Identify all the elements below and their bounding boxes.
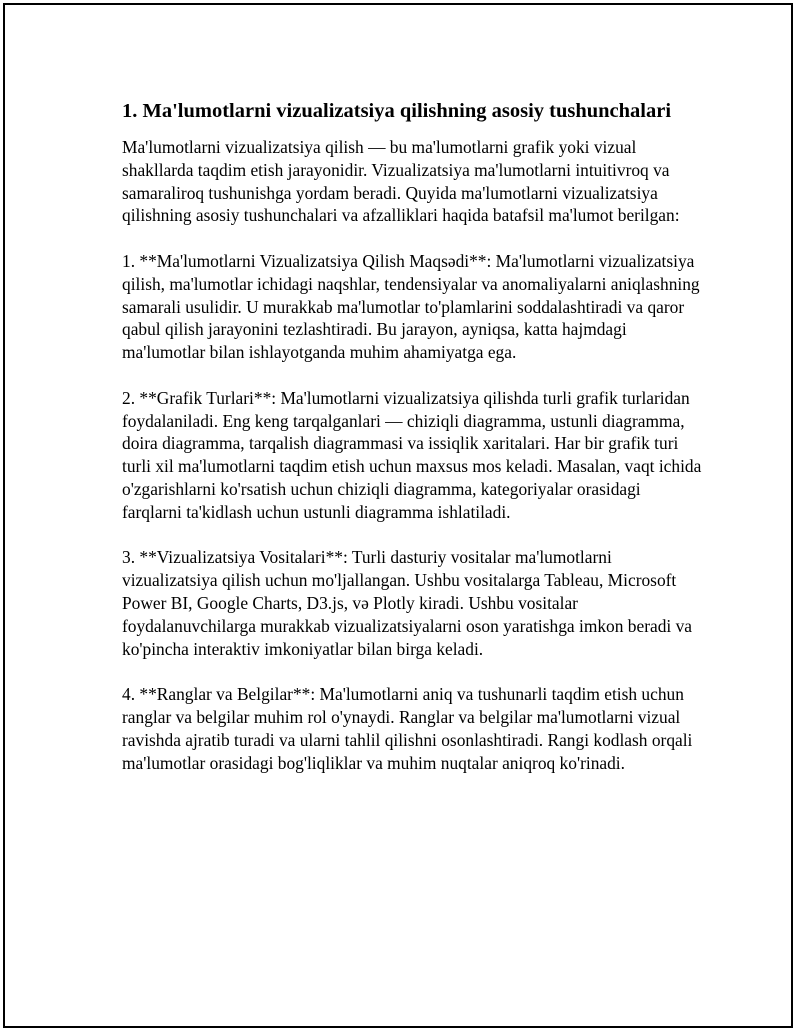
paragraph-purpose: 1. **Ma'lumotlarni Vizualizatsiya Qilish Maqsədi**: Ma'lumotlarni vizualizatsiya qilish, ma'lumotlar ichidagi naqshlar, tendensiyalar va anomaliyalarni aniqlashning samarali usulidir. U murakkab ma'lumotlar to'plamlarini soddalashtiradi va qaror qabul qilish jarayonini tezlashtiradi. Bu jarayon, ayniqsa, katta hajmdagi ma'lumotlar bilan ishlayotganda muhim ahamiyatga ega. xyxy=(122,250,700,363)
document-body xyxy=(122,97,702,797)
paragraph-colors-symbols: 4. **Ranglar va Belgilar**: Ma'lumotlarni aniq va tushunarli taqdim etish uchun ranglar va belgilar muhim rol o'ynaydi. Ranglar va belgilar ma'lumotlarni vizual ravishda ajratib turadi va ularni tahlil qilishni osonlashtiradi. Rangi kodlash orqali ma'lumotlar orasidagi bog'liqliklar va muhim nuqtalar aniqroq ko'rinadi. xyxy=(122,684,693,773)
document-page xyxy=(3,3,793,1028)
intro-paragraph: Ma'lumotlarni vizualizatsiya qilish — bu ma'lumotlarni grafik yoki vizual shakllarda taqdim etish jarayonidir. Vizualizatsiya ma'lumotlarni intuitivroq va samaraliroq tushunishga yordam beradi. Quyida ma'lumotlarni vizualizatsiya qilishning asosiy tushunchalari va afzalliklari haqida batafsil ma'lumot berilgan: xyxy=(122,137,680,226)
paragraph-chart-types: 2. **Grafik Turlari**: Ma'lumotlarni vizualizatsiya qilishda turli grafik turlaridan foydalaniladi. Eng keng tarqalganlari — chiziqli diagramma, ustunli diagramma, doira diagramma, tarqalish diagrammasi va issiqlik xaritalari. Har bir grafik turi turli xil ma'lumotlarni taqdim etish uchun maxsus mos keladi. Masalan, vaqt ichida o'zgarishlarni ko'rsatish uchun chiziqli diagramma, kategoriyalar orasidagi farqlarni ta'kidlash uchun ustunli diagramma ishlatiladi. xyxy=(122,387,702,522)
document-title: 1. Ma'lumotlarni vizualizatsiya qilishning asosiy tushunchalari xyxy=(122,100,672,122)
paragraph-tools: 3. **Vizualizatsiya Vositalari**: Turli dasturiy vositalar ma'lumotlarni vizualizatsiya qilish uchun mo'ljallangan. Ushbu vositalarga Tableau, Microsoft Power BI, Google Charts, D3.js, və Plotly kiradi. Ushbu vositalar foydalanuvchilarga murakkab vizualizatsiyalarni oson yaratishga imkon beradi va ko'pincha interaktiv imkoniyatlar bilan birga keladi. xyxy=(122,547,692,659)
